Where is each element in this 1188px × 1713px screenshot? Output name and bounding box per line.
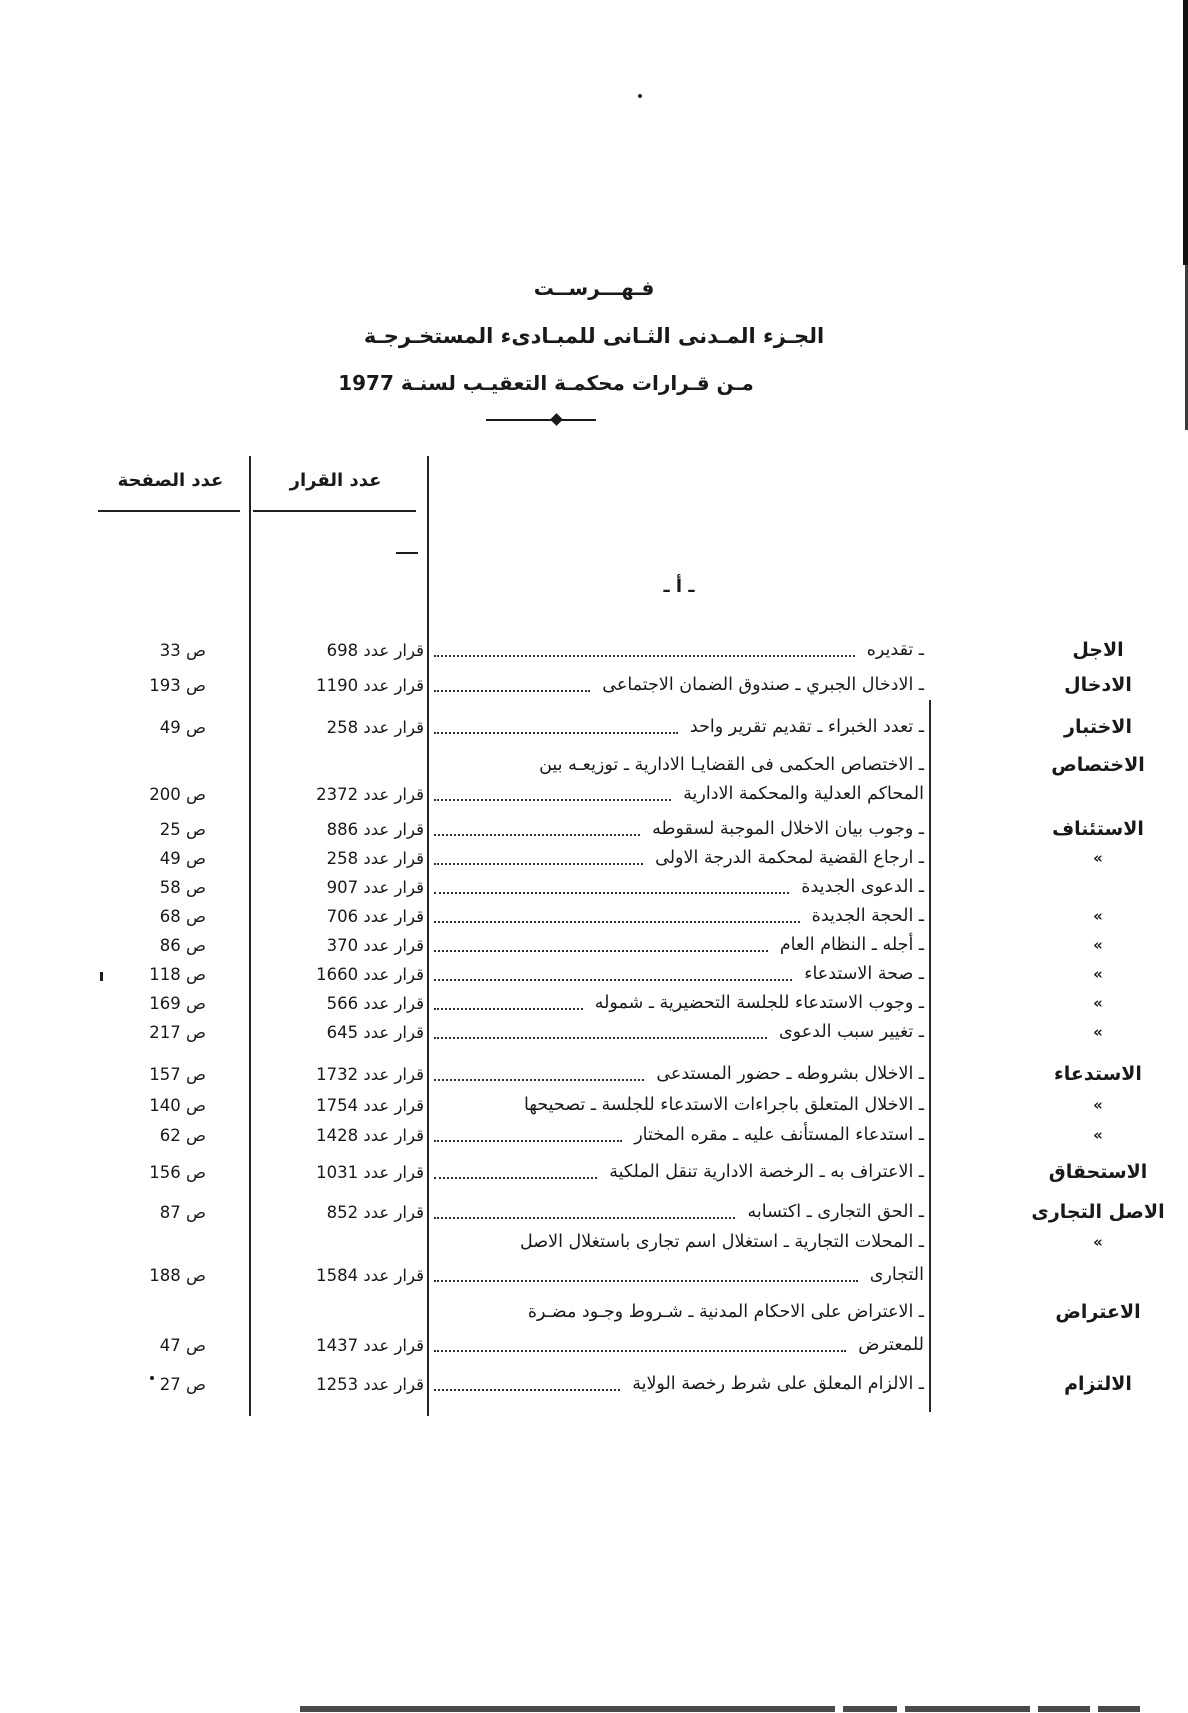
subject-text: ـ الاخلال بشروطه ـ حضور المستدعى	[656, 1064, 924, 1084]
subject-cell	[428, 1121, 930, 1150]
ditto-marker: »	[1093, 965, 1103, 983]
index-row	[100, 931, 1188, 960]
decision-number: قرار عدد 886	[326, 820, 424, 839]
index-row	[100, 1158, 1188, 1187]
decision-number: قرار عدد 566	[326, 994, 424, 1013]
decision-number: قرار عدد 1754	[316, 1096, 424, 1115]
index-row	[100, 636, 1188, 665]
page-title: فـهـــرســت	[533, 276, 655, 300]
decision-number: قرار عدد 645	[326, 1023, 424, 1042]
subject-text: ـ استدعاء المستأنف عليه ـ مقره المختار	[634, 1125, 924, 1145]
ornament-line	[486, 419, 596, 421]
dot-leader	[434, 1008, 583, 1010]
dot-leader	[434, 1079, 644, 1081]
page-number: ص 217	[149, 1023, 206, 1042]
subject-cell	[428, 1060, 930, 1089]
index-row	[100, 873, 1188, 902]
page-number: ص 169	[149, 994, 206, 1013]
decision-number: قرار عدد 1732	[316, 1065, 424, 1084]
index-row	[100, 844, 1188, 873]
decision-number: قرار عدد 1190	[316, 676, 424, 695]
decision-number: قرار عدد 1428	[316, 1126, 424, 1145]
subject-cell	[428, 815, 930, 844]
page-number: ص 87	[159, 1203, 206, 1222]
category-label: الادخال	[1064, 674, 1132, 696]
subject-text: ـ تقديره	[866, 640, 924, 660]
page-number: ص 68	[159, 907, 206, 926]
diamond-icon	[550, 413, 563, 426]
category-label: الاختصاص	[1051, 754, 1145, 776]
dot-leader	[434, 1350, 846, 1352]
index-row	[100, 671, 1188, 700]
subject-text: ـ الاعتراض على الاحكام المدنية ـ شـروط وجـود مضـرة	[527, 1302, 924, 1322]
column-header-decision-number: عدد القرار	[289, 470, 382, 491]
subject-text: ـ الاخلال المتعلق باجراءات الاستدعاء للجلسة ـ تصحيحها	[523, 1095, 924, 1115]
column-header-page-number: عدد الصفحة	[117, 470, 224, 491]
subject-cell	[428, 902, 930, 931]
index-row	[100, 1370, 1188, 1399]
category-label: الاصل التجارى	[1031, 1201, 1165, 1223]
subject-text: ـ ارجاع القضية لمحكمة الدرجة الاولى	[655, 848, 924, 868]
page-number: ص 27	[159, 1375, 206, 1394]
subject-cell	[428, 1331, 930, 1360]
page-subtitle-part: الجـزء المـدنى الثـانى للمبـادىء المستخـرجـة	[363, 324, 825, 348]
page-number: ص 47	[159, 1336, 206, 1355]
index-row	[100, 1261, 1188, 1290]
subject-text: ـ المحلات التجارية ـ استغلال اسم تجارى باستغلال الاصل	[519, 1232, 924, 1252]
ditto-marker: »	[1093, 1233, 1103, 1251]
dot-leader	[434, 1389, 620, 1391]
dot-leader	[434, 1280, 858, 1282]
subject-text: ـ الالزام المعلق على شرط رخصة الولاية	[632, 1374, 924, 1394]
subject-cell	[428, 1091, 930, 1120]
index-row	[100, 1298, 1188, 1327]
subject-text: ـ الحق التجارى ـ اكتسابه	[747, 1202, 924, 1222]
subject-cell	[428, 1261, 930, 1290]
index-table	[100, 572, 1188, 1399]
ditto-marker: »	[1093, 1096, 1103, 1114]
index-row	[100, 989, 1188, 1018]
page-number: ص 33	[159, 641, 206, 660]
subject-cell	[428, 1298, 930, 1327]
decision-number: قرار عدد 1437	[316, 1336, 424, 1355]
index-row	[100, 1060, 1188, 1089]
ditto-marker: »	[1093, 1023, 1103, 1041]
page-number: ص 58	[159, 878, 206, 897]
scan-bottom-bar	[1098, 1706, 1140, 1712]
decision-number: قرار عدد 1584	[316, 1266, 424, 1285]
subject-text: التجارى	[869, 1265, 924, 1285]
index-row	[100, 815, 1188, 844]
page-number: ص 140	[149, 1096, 206, 1115]
ditto-marker: »	[1093, 907, 1103, 925]
dot-leader	[434, 690, 590, 692]
index-row	[100, 1018, 1188, 1047]
subject-cell	[428, 1018, 930, 1047]
page-number: ص 25	[159, 820, 206, 839]
section-letter-heading: ـ أ ـ	[663, 576, 695, 597]
subject-cell	[428, 780, 930, 809]
subject-text: ـ الاعتراف به ـ الرخصة الادارية تنقل الملكية	[609, 1162, 924, 1182]
subject-cell	[428, 713, 930, 742]
page-number: ص 156	[149, 1163, 206, 1182]
page-number: ص 193	[149, 676, 206, 695]
index-row	[100, 1198, 1188, 1227]
index-row	[100, 1121, 1188, 1150]
scan-dash-artifact	[396, 552, 418, 554]
ditto-marker: »	[1093, 994, 1103, 1012]
decision-number: قرار عدد 370	[326, 936, 424, 955]
scan-speck	[100, 972, 103, 981]
subject-text: ـ الاختصاص الحكمى فى القضايـا الادارية ـ توزيعـه بين	[539, 755, 924, 775]
dot-leader	[434, 799, 671, 801]
dot-leader	[434, 732, 678, 734]
subject-text: ـ وجوب الاستدعاء للجلسة التحضيرية ـ شموله	[594, 993, 924, 1013]
subject-cell	[428, 1198, 930, 1227]
column-header-underline	[98, 510, 240, 512]
subject-cell	[428, 1228, 930, 1257]
subject-text: ـ الحجة الجديدة	[811, 906, 924, 926]
decision-number: قرار عدد 706	[326, 907, 424, 926]
page-subtitle-year: مـن قـرارات محكمـة التعقيـب لسنـة 1977	[338, 371, 754, 395]
subject-cell	[428, 1158, 930, 1187]
subject-text: ـ وجوب بيان الاخلال الموجبة لسقوطه	[652, 819, 924, 839]
subject-cell	[428, 931, 930, 960]
ditto-marker: »	[1093, 849, 1103, 867]
page-number: ص 157	[149, 1065, 206, 1084]
divider-ornament	[486, 414, 596, 426]
index-row	[100, 1331, 1188, 1360]
dot-leader	[434, 892, 789, 894]
dot-leader	[434, 979, 792, 981]
ditto-marker: »	[1093, 936, 1103, 954]
dot-leader	[434, 834, 640, 836]
category-label: الاستحقاق	[1048, 1161, 1148, 1183]
subject-cell	[428, 989, 930, 1018]
page-number: ص 188	[149, 1266, 206, 1285]
scan-speck	[150, 1376, 154, 1380]
subject-text: ـ تغيير سبب الدعوى	[778, 1022, 924, 1042]
index-row	[100, 902, 1188, 931]
subject-text: ـ صحة الاستدعاء	[804, 964, 924, 984]
index-row	[100, 1091, 1188, 1120]
dot-leader	[434, 950, 768, 952]
subject-cell	[428, 751, 930, 780]
scan-speck	[638, 94, 642, 98]
dot-leader	[434, 655, 855, 657]
dot-leader	[434, 1037, 767, 1039]
subject-cell	[428, 844, 930, 873]
index-row	[100, 960, 1188, 989]
index-row	[100, 780, 1188, 809]
scan-bottom-bar	[300, 1706, 835, 1712]
page-number: ص 49	[159, 718, 206, 737]
decision-number: قرار عدد 2372	[316, 785, 424, 804]
scan-bottom-bar	[905, 1706, 1030, 1712]
scan-bottom-bar	[843, 1706, 897, 1712]
decision-number: قرار عدد 1031	[316, 1163, 424, 1182]
decision-number: قرار عدد 258	[326, 849, 424, 868]
subject-text: ـ الادخال الجبري ـ صندوق الضمان الاجتماعى	[602, 675, 924, 695]
subject-cell	[428, 960, 930, 989]
dot-leader	[434, 1177, 597, 1179]
subject-text: ـ تعدد الخبراء ـ تقديم تقرير واحد	[689, 717, 924, 737]
index-row	[100, 1228, 1188, 1257]
page-number: ص 118	[149, 965, 206, 984]
decision-number: قرار عدد 698	[326, 641, 424, 660]
decision-number: قرار عدد 1660	[316, 965, 424, 984]
category-label: الاعتراض	[1055, 1301, 1141, 1323]
scan-bottom-bar	[1038, 1706, 1090, 1712]
decision-number: قرار عدد 907	[326, 878, 424, 897]
page-number: ص 86	[159, 936, 206, 955]
page-number: ص 62	[159, 1126, 206, 1145]
category-label: الاستئناف	[1052, 818, 1144, 840]
subject-cell	[428, 671, 930, 700]
dot-leader	[434, 921, 800, 923]
page-number: ص 200	[149, 785, 206, 804]
decision-number: قرار عدد 258	[326, 718, 424, 737]
index-row	[100, 751, 1188, 780]
dot-leader	[434, 1217, 735, 1219]
subject-text: ـ الدعوى الجديدة	[801, 877, 924, 897]
dot-leader	[434, 1140, 622, 1142]
subject-text: للمعترض	[858, 1335, 924, 1355]
subject-cell	[428, 873, 930, 902]
subject-cell	[428, 1370, 930, 1399]
index-row	[100, 713, 1188, 742]
dot-leader	[434, 863, 643, 865]
decision-number: قرار عدد 1253	[316, 1375, 424, 1394]
category-label: الاستدعاء	[1054, 1063, 1142, 1085]
page-number: ص 49	[159, 849, 206, 868]
subject-cell	[428, 636, 930, 665]
scan-edge-artifact	[1183, 0, 1188, 265]
category-label: الالتزام	[1064, 1373, 1132, 1395]
category-label: الاختبار	[1064, 716, 1132, 738]
subject-text: ـ أجله ـ النظام العام	[779, 935, 924, 955]
ditto-marker: »	[1093, 1126, 1103, 1144]
subject-text: المحاكم العدلية والمحكمة الادارية	[683, 784, 924, 804]
decision-number: قرار عدد 852	[326, 1203, 424, 1222]
category-label: الاجل	[1072, 639, 1124, 661]
column-header-underline	[253, 510, 416, 512]
